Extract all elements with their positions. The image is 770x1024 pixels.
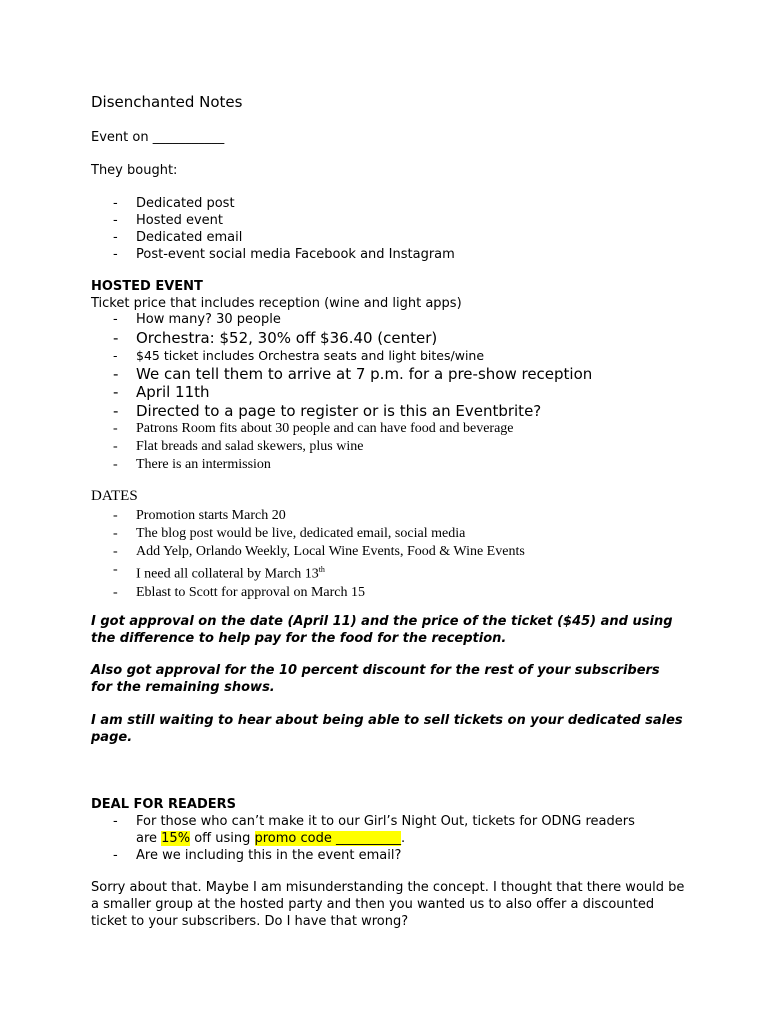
dates-heading: DATES bbox=[91, 488, 138, 504]
list-item: - The blog post would be live, dedicated email, social media bbox=[113, 526, 466, 541]
list-item: - Post-event social media Facebook and Instagram bbox=[113, 247, 455, 262]
they-bought-label: They bought: bbox=[91, 163, 178, 178]
bought-list bbox=[91, 195, 455, 263]
list-item: - $45 ticket includes Orchestra seats and light bites/wine bbox=[113, 348, 485, 363]
list-item: - Dedicated email bbox=[113, 230, 243, 245]
list-item: - Orchestra: $52, 30% off $36.40 (center) bbox=[113, 329, 438, 347]
event-on-line: Event on ___________ bbox=[91, 130, 225, 145]
list-item: - Flat breads and salad skewers, plus wine bbox=[113, 439, 364, 454]
deal-heading: DEAL FOR READERS bbox=[91, 797, 237, 812]
list-item: - Are we including this in the event email? bbox=[113, 848, 402, 863]
list-item: - April 11th bbox=[113, 383, 210, 401]
list-item: - Eblast to Scott for approval on March 15 bbox=[113, 584, 366, 600]
hosted-event-heading: HOSTED EVENT bbox=[91, 279, 203, 294]
list-item: - There is an intermission bbox=[113, 457, 271, 472]
approval-note-date-price: I got approval on the date (April 11) and the price of the ticket ($45) and using the difference to help pay for the food for the reception. bbox=[91, 614, 673, 646]
list-item: - How many? 30 people bbox=[113, 312, 281, 327]
promo-code-highlight: promo code __________ bbox=[254, 831, 401, 846]
hosted-event-intro: Ticket price that includes reception (wine and light apps) bbox=[91, 296, 462, 311]
deal-list bbox=[91, 813, 635, 864]
list-item: - For those who can’t make it to our Girl’s Night Out, tickets for ODNG readers are 15% off using promo code __________. bbox=[113, 814, 635, 846]
closing-paragraph: Sorry about that. Maybe I am misunderstanding the concept. I thought that there would be a smaller group at the hosted party and then you wanted us to also offer a discounted ticket to your subscribers. Do I have that wrong? bbox=[91, 880, 685, 929]
list-item: - I need all collateral by March 13th bbox=[113, 562, 325, 582]
list-item: - Directed to a page to register or is this an Eventbrite? bbox=[113, 402, 542, 420]
dates-list bbox=[91, 507, 525, 602]
approval-note-pending: I am still waiting to hear about being able to sell tickets on your dedicated sales page. bbox=[91, 713, 683, 745]
approval-note-discount: Also got approval for the 10 percent discount for the rest of your subscribers for the remaining shows. bbox=[91, 663, 660, 695]
discount-highlight: 15% bbox=[161, 831, 191, 846]
doc-title: Disenchanted Notes bbox=[91, 93, 243, 111]
list-item: - Add Yelp, Orlando Weekly, Local Wine Events, Food & Wine Events bbox=[113, 544, 525, 559]
list-item: - Dedicated post bbox=[113, 196, 235, 211]
hosted-list bbox=[91, 311, 592, 474]
list-item: - Hosted event bbox=[113, 213, 224, 228]
list-item: - Patrons Room fits about 30 people and can have food and beverage bbox=[113, 421, 514, 436]
list-item: - Promotion starts March 20 bbox=[113, 508, 286, 523]
list-item: - We can tell them to arrive at 7 p.m. for a pre-show reception bbox=[113, 365, 593, 383]
